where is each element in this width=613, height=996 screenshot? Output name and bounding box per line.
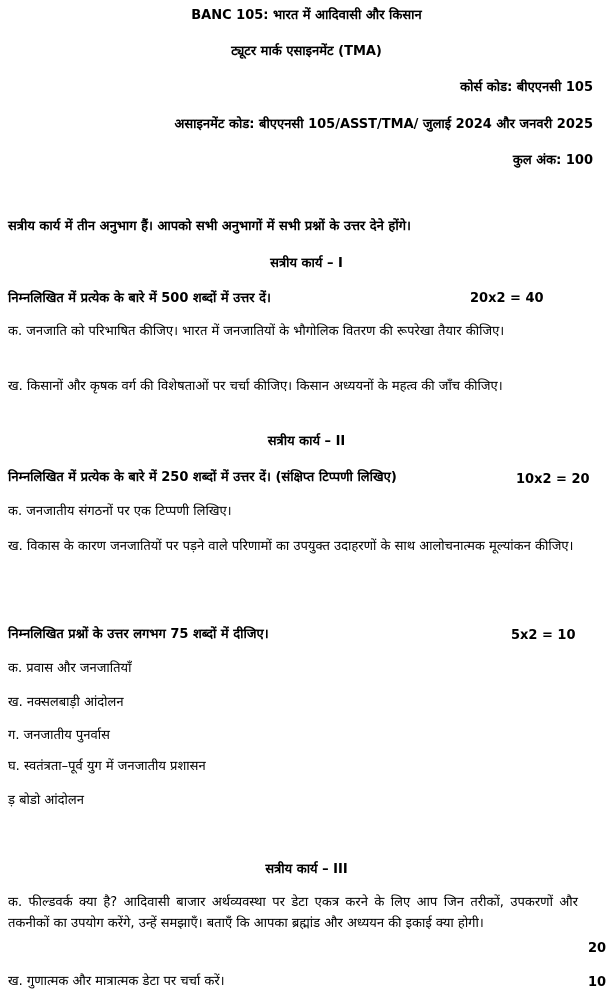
assignment-code: असाइनमेंट कोड: बीएएनसी 105/ASST/TMA/ जुलाई 2024 और जनवरी 2025 — [174, 117, 593, 132]
course-code: कोर्स कोड: बीएएनसी 105 — [460, 80, 593, 95]
section1-question-kha: ख. किसानों और कृषक वर्ग की विशेषताओं पर चर्चा कीजिए। किसान अध्ययनों के महत्व की जाँच कीजिए। — [8, 379, 503, 394]
short-item: ख. नक्सलबाड़ी आंदोलन — [8, 695, 124, 710]
section2-instruction: निम्नलिखित में प्रत्येक के बारे में 250 शब्दों में उत्तर दें। (संक्षिप्त टिप्पणी लिखिए) — [8, 470, 397, 485]
section3-title: सत्रीय कार्य – III — [265, 862, 348, 877]
intro-text: सत्रीय कार्य में तीन अनुभाग हैं। आपको सभी अनुभागों में सभी प्रश्नों के उत्तर देने होंगे। — [8, 219, 411, 234]
course-title: BANC 105: भारत में आदिवासी और किसान — [191, 8, 422, 23]
section2-title: सत्रीय कार्य – II — [267, 434, 346, 449]
short-item: ड़ बोडो आंदोलन — [8, 793, 84, 808]
section1-title: सत्रीय कार्य – I — [270, 256, 343, 271]
section3-question-ka: क. फील्डवर्क क्या है? आदिवासी बाजार अर्थव्यवस्था पर डेटा एकत्र करने के लिए आप जिन तरीकों, उपकरणों और तकनीकों का उपयोग करेंगे, उन्हें समझाएँ। बताएँ कि आपका ब्रह्मांड और अध्ययन की इकाई क्या होगी। — [8, 895, 578, 931]
short-item: ग. जनजातीय पुनर्वास — [8, 728, 110, 743]
section2-question-kha: ख. विकास के कारण जनजातियों पर पड़ने वाले परिणामों का उपयुक्त उदाहरणों के साथ आलोचनात्मक मूल्यांकन कीजिए। — [8, 539, 574, 554]
section1-question-ka: क. जनजाति को परिभाषित कीजिए। भारत में जनजातियों के भौगोलिक वितरण की रूपरेखा तैयार कीजिए। — [8, 324, 505, 339]
short-item: क. प्रवास और जनजातियाँ — [8, 661, 132, 676]
section1-instruction: निम्नलिखित में प्रत्येक के बारे में 500 शब्दों में उत्तर दें। — [8, 291, 271, 306]
section2-marks: 10x2 = 20 — [516, 472, 590, 487]
section3-question-kha-marks: 10 — [588, 975, 607, 990]
short-item: घ. स्वतंत्रता–पूर्व युग में जनजातीय प्रशासन — [8, 759, 206, 774]
short-answer-instruction: निम्नलिखित प्रश्नों के उत्तर लगभग 75 शब्दों में दीजिए। — [8, 627, 269, 642]
short-answer-marks: 5x2 = 10 — [511, 628, 576, 643]
total-marks: कुल अंक: 100 — [512, 153, 593, 168]
section2-question-ka: क. जनजातीय संगठनों पर एक टिप्पणी लिखिए। — [8, 504, 232, 519]
tma-title: ट्यूटर मार्क एसाइनमेंट (TMA) — [231, 44, 382, 59]
section1-marks: 20x2 = 40 — [470, 291, 544, 306]
section3-question-ka-marks: 20 — [588, 941, 607, 956]
section3-question-kha: ख. गुणात्मक और मात्रात्मक डेटा पर चर्चा करें। — [8, 974, 225, 989]
